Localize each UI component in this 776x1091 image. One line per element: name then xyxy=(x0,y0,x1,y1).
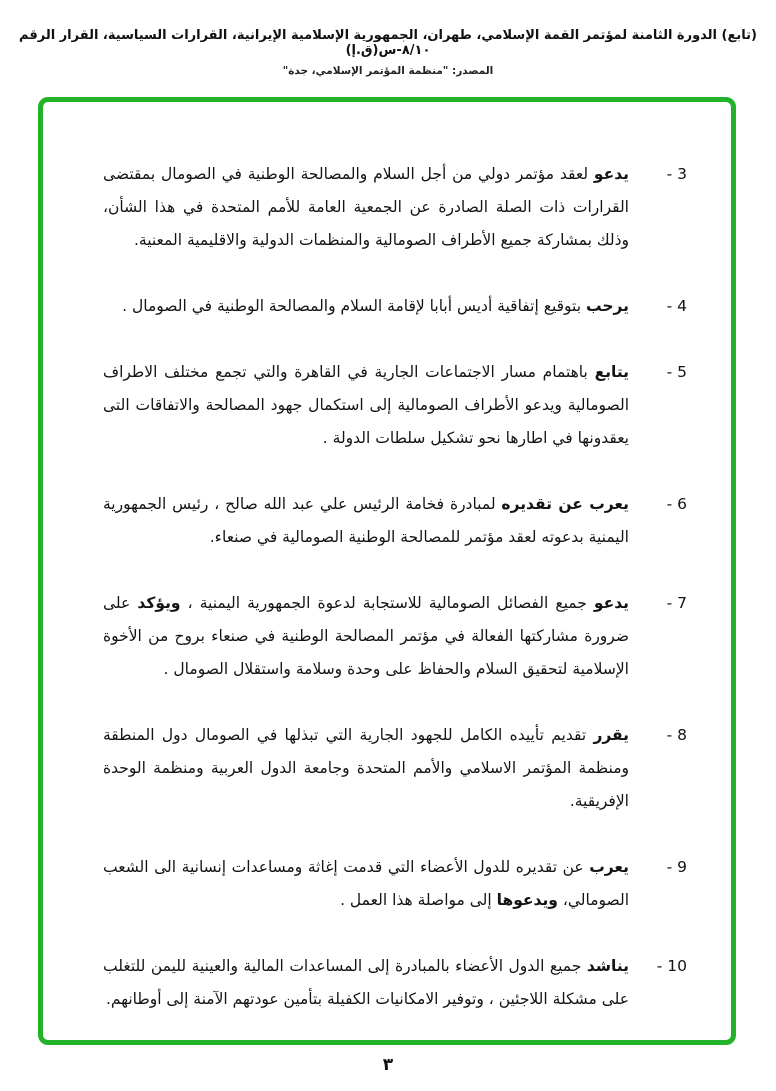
item-verb-bold: ويؤكد xyxy=(137,594,181,612)
item-verb-bold: ويدعوها xyxy=(496,891,558,909)
item-verb-bold: يعرب xyxy=(589,858,629,876)
item-verb-bold: يقرر xyxy=(593,726,629,744)
item-text xyxy=(103,726,629,810)
resolution-item xyxy=(103,488,687,554)
item-body-text: لمبادرة فخامة الرئيس علي عبد الله صالح ، رئيس الجمهورية اليمنية بدعوته لعقد مؤتمر للمصالحة الوطنية الصومالية في صنعاء. xyxy=(103,495,629,546)
resolution-item xyxy=(103,719,687,818)
item-body-text: جميع الدول الأعضاء بالمبادرة إلى المساعدات المالية والعينية لليمن للتغلب على مشكلة اللاجئين ، وتوفير الامكانيات الكفيلة بتأمين عودتهم الآمنة إلى أوطانهم. xyxy=(103,957,629,1008)
item-body-text: لعقد مؤتمر دولي من أجل السلام والمصالحة الوطنية في الصومال بمقتضى القرارات ذات الصلة الصادرة عن الجمعية العامة للأمم المتحدة في هذا الشأن، وذلك بمشاركة جميع الأطراف الصومالية والمنظمات الدولية والاقليمية المعنية. xyxy=(103,165,629,249)
item-body-text: عن تقديره للدول الأعضاء التي قدمت إغاثة ومساعدات إنسانية الى الشعب الصومالي، xyxy=(103,858,629,909)
resolution-item xyxy=(103,356,687,455)
item-body-text: باهتمام مسار الاجتماعات الجارية في القاهرة والتي تجمع مختلف الاطراف الصومالية ويدعو الأطراف الصومالية إلى استكمال جهود المصالحة والاتفاقات التى يعقدونها في اطارها نحو تشكيل سلطات الدولة . xyxy=(103,363,629,447)
item-verb-bold: يرحب xyxy=(585,297,629,315)
item-number: 4 - xyxy=(666,297,687,315)
item-body-text: تقديم تأييده الكامل للجهود الجارية التي تبذلها في الصومال دول المنطقة ومنظمة المؤتمر الاسلامي والأمم المتحدة وجامعة الدول العربية ومنظمة الوحدة الإفريقية. xyxy=(103,726,629,810)
resolution-list xyxy=(43,102,731,1040)
header-source: المصدر: "منظمة المؤتمر الإسلامي، جدة" xyxy=(282,65,494,77)
item-number: 8 - xyxy=(666,726,687,744)
annotation-border xyxy=(38,97,736,1045)
item-number: 3 - xyxy=(666,165,687,183)
item-verb-bold: يدعو xyxy=(593,165,629,183)
item-verb-bold: يناشد xyxy=(586,957,629,975)
resolution-item xyxy=(103,158,687,257)
page-number: ٣ xyxy=(382,1055,394,1075)
resolution-item xyxy=(103,950,687,1016)
item-text xyxy=(103,858,629,909)
item-body-text: إلى مواصلة هذا العمل . xyxy=(340,891,497,909)
item-text xyxy=(103,594,629,678)
document-header xyxy=(0,28,776,77)
item-text xyxy=(103,957,629,1008)
item-verb-bold: يدعو xyxy=(593,594,629,612)
item-number: 10 - xyxy=(656,957,687,975)
item-text xyxy=(103,165,629,249)
item-number: 6 - xyxy=(666,495,687,513)
item-body-text: جميع الفصائل الصومالية للاستجابة لدعوة الجمهورية اليمنية ، xyxy=(180,594,594,612)
header-title: (تابع) الدورة الثامنة لمؤتمر القمة الإسلامي، طهران، الجمهورية الإسلامية الإيرانية، القرارات السياسية، القرار الرقم ٨/١٠-س(ق.إ) xyxy=(19,28,757,58)
item-verb-bold: يعرب عن تقديره xyxy=(501,495,629,513)
item-number: 7 - xyxy=(666,594,687,612)
item-body-text: على ضرورة مشاركتها الفعالة في مؤتمر المصالحة الوطنية في صنعاء بروح من الأخوة الإسلامية لتحقيق السلام والحفاظ على وحدة وسلامة واستقلال الصومال . xyxy=(103,594,629,678)
item-text xyxy=(122,297,629,315)
resolution-item xyxy=(103,851,687,917)
item-text xyxy=(103,495,629,546)
item-number: 5 - xyxy=(666,363,687,381)
resolution-item xyxy=(103,587,687,686)
item-number: 9 - xyxy=(666,858,687,876)
resolution-item xyxy=(103,290,687,323)
item-body-text: بتوقيع إتفاقية أديس أبابا لإقامة السلام والمصالحة الوطنية في الصومال . xyxy=(122,297,586,315)
item-verb-bold: يتابع xyxy=(594,363,629,381)
item-text xyxy=(103,363,629,447)
